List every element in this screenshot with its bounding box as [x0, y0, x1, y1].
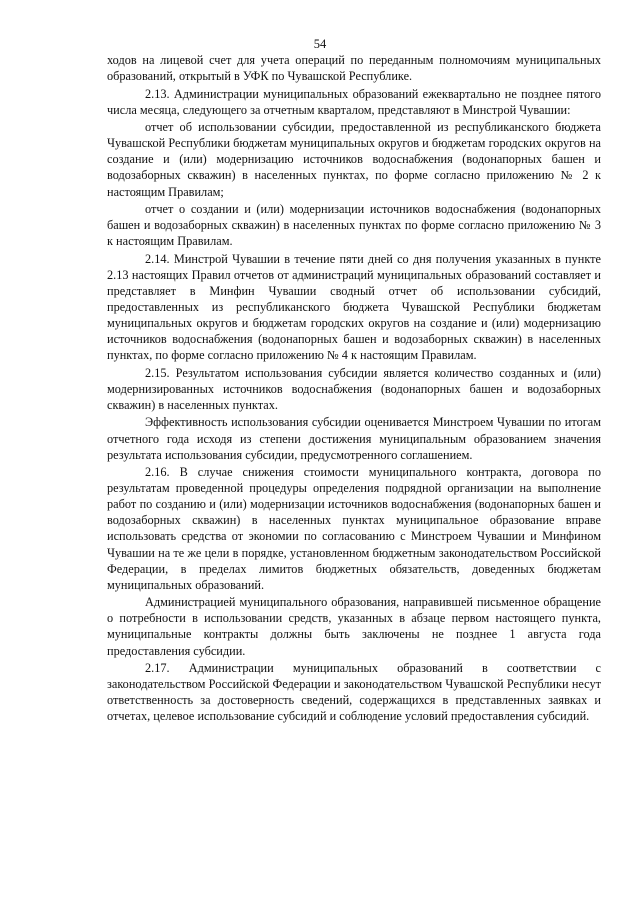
page-number: 54 — [313, 37, 327, 51]
paragraph-report-subsidy-use: отчет об использовании субсидии, предоставленной из республиканского бюджета Чувашской Республики бюджетам муниципальных округов и бюджетам городских округов на создание и (или) модернизацию источников водоснабжения (водонапорных башен и водозаборных скважин) в населенных пунктах, по форме согласно приложению № 2 к настоящим Правилам; — [107, 120, 601, 199]
document-body — [107, 52, 601, 726]
paragraph-report-water-sources: отчет о создании и (или) модернизации источников водоснабжения (водонапорных башен и водозаборных скважин) в населенных пунктах по форме согласно приложению № 3 к настоящим Правилам. — [107, 202, 601, 249]
paragraph-2-13: 2.13. Администрации муниципальных образований ежеквартально не позднее пятого числа месяца, следующего за отчетным кварталом, представляют в Минстрой Чувашии: — [107, 86, 601, 117]
paragraph-contract-deadline: Администрацией муниципального образования, направившей письменное обращение о потребности в использовании средств, указанных в абзаце первом настоящего пункта, муниципальные контракты должны быть заключены не позднее 1 августа года предоставления субсидии. — [107, 595, 601, 658]
paragraph-2-15: 2.15. Результатом использования субсидии является количество созданных и (или) модернизированных источников водоснабжения (водонапорных башен и водозаборных скважин) в населенных пунктах. — [107, 365, 601, 412]
paragraph-2-14: 2.14. Минстрой Чувашии в течение пяти дней со дня получения указанных в пункте 2.13 настоящих Правил отчетов от администраций муниципальных образований составляет и представляет в Минфин Чувашии сводный отчет об использовании субсидий, предоставленных из республиканского бюджета Чувашской Республики бюджетам муниципальных округов и бюджетам городских округов на создание и (или) модернизацию источников водоснабжения (водонапорных башен и водозаборных скважин) в населенных пунктах, по форме согласно приложению № 4 к настоящим Правилам. — [107, 251, 601, 363]
paragraph-efficiency: Эффективность использования субсидии оценивается Минстроем Чувашии по итогам отчетного года исходя из степени достижения муниципальным образованием значения результата использования субсидии, предусмотренного соглашением. — [107, 415, 601, 462]
paragraph-2-16: 2.16. В случае снижения стоимости муниципального контракта, договора по результатам проведенной процедуры определения подрядной организации на выполнение работ по созданию и (или) модернизации источников водоснабжения (водонапорных башен и водозаборных скважин) в населенных пунктах муниципальное образование вправе использовать средства от экономии по согласованию с Минстроем Чувашии и Минфином Чувашии на те же цели в порядке, установленном бюджетным законодательством Российской Федерации, в пределах лимитов бюджетных обязательств, доведенных бюджетам муниципальных образований. — [107, 465, 601, 592]
paragraph-2-17: 2.17. Администрации муниципальных образований в соответствии с законодательством Российской Федерации и законодательством Чувашской Республики несут ответственность за достоверность сведений, содержащихся в представленных заявках и отчетах, целевое использование субсидий и соблюдение условий предоставления субсидий. — [107, 660, 601, 724]
paragraph-continuation: ходов на лицевой счет для учета операций по переданным полномочиям муниципальных образований, открытый в УФК по Чувашской Республике. — [107, 53, 601, 84]
